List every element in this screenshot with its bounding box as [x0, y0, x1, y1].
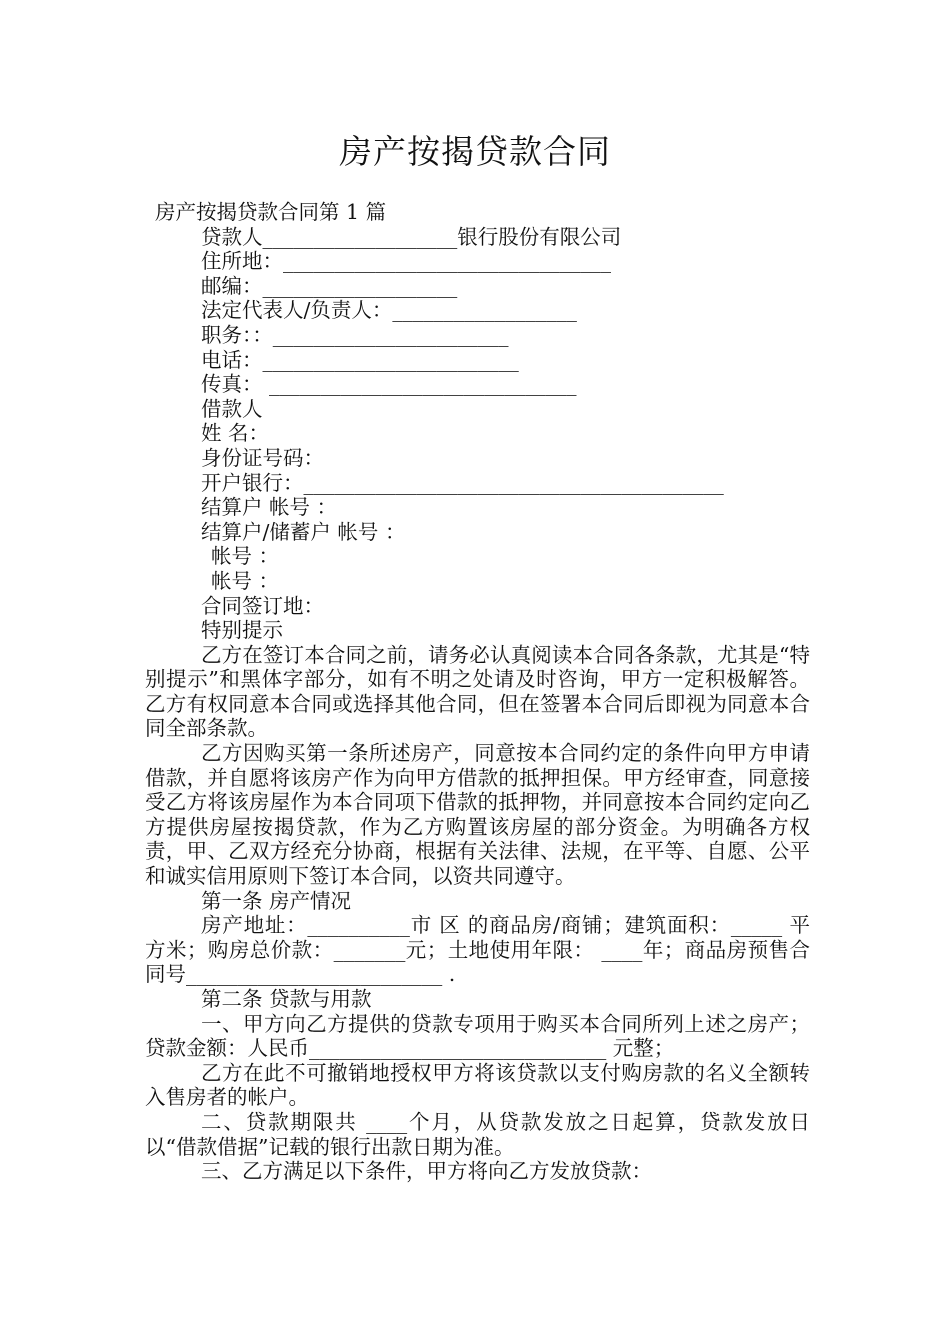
lender-field: 电话：_________________________: [201, 347, 519, 372]
borrower-field: 结算户/储蓄户 帐号 ：: [201, 519, 406, 544]
lender-field: 职务：：_______________________: [201, 322, 509, 347]
paragraph-loan-amount: 一、甲方向乙方提供的贷款专项用于购买本合同所列上述之房产；贷款金额：人民币_____________________________ 元整；: [145, 1011, 810, 1061]
contract-place-field: 合同签订地：: [201, 593, 324, 618]
account-field: 帐号 ：: [211, 544, 280, 569]
lender-field: 邮编：___________________: [201, 273, 458, 298]
lender-field: 传真： ______________________________: [201, 372, 577, 397]
document-title: 房产按揭贷款合同: [339, 132, 611, 171]
article-1-heading: 第一条 房产情况: [201, 888, 352, 913]
document-subtitle: 房产按揭贷款合同第 1 篇: [155, 200, 387, 224]
paragraph-authorization: 乙方在此不可撤销地授权甲方将该贷款以支付购房款的名义全额转入售房者的帐户。: [145, 1060, 810, 1110]
borrower-field: 借款人: [201, 396, 263, 421]
paragraph-loan-term: 二、贷款期限共 ____个月，从贷款发放之日起算，贷款发放日以“借款借据”记载的银行出款日期为准。: [145, 1109, 810, 1159]
paragraph-property-info: 房产地址：__________市 区 的商品房/商铺；建筑面积：_____ 平方米；购房总价款：_______元；土地使用年限： ____年；商品房预售合同号_________________________ .: [145, 913, 810, 987]
paragraph-disbursement-conditions: 三、乙方满足以下条件，甲方将向乙方发放贷款：: [201, 1159, 652, 1184]
borrower-field: 结算户 帐号 ：: [201, 495, 338, 520]
lender-field: 住所地：________________________________: [201, 249, 611, 274]
borrower-field: 开户银行：_________________________________________: [201, 470, 724, 495]
document-body: [145, 200, 810, 1184]
lender-field: 贷款人___________________银行股份有限公司: [201, 224, 622, 249]
special-notice-heading: 特别提示: [201, 618, 283, 643]
paragraph-special-notice: 乙方在签订本合同之前，请务必认真阅读本合同各条款，尤其是“特别提示”和黑体字部分，如有不明之处请及时咨询，甲方一定积极解答。乙方有权同意本合同或选择其他合同，但在签署本合同后即视为同意本合同全部条款。: [145, 642, 810, 741]
account-field: 帐号 ：: [211, 568, 280, 593]
borrower-field: 姓 名：: [201, 421, 270, 446]
borrower-field: 身份证号码：: [201, 445, 324, 470]
lender-field: 法定代表人/负责人：__________________: [201, 298, 577, 323]
article-2-heading: 第二条 贷款与用款: [201, 987, 372, 1011]
paragraph-preamble: 乙方因购买第一条所述房产，同意按本合同约定的条件向甲方申请借款，并自愿将该房产作为向甲方借款的抵押担保。甲方经审查，同意接受乙方将该房屋作为本合同项下借款的抵押物，并同意按本合同约定向乙方提供房屋按揭贷款，作为乙方购置该房屋的部分资金。为明确各方权责，甲、乙双方经充分协商，根据有关法律、法规，在平等、自愿、公平和诚实信用原则下签订本合同，以资共同遵守。: [145, 741, 810, 889]
